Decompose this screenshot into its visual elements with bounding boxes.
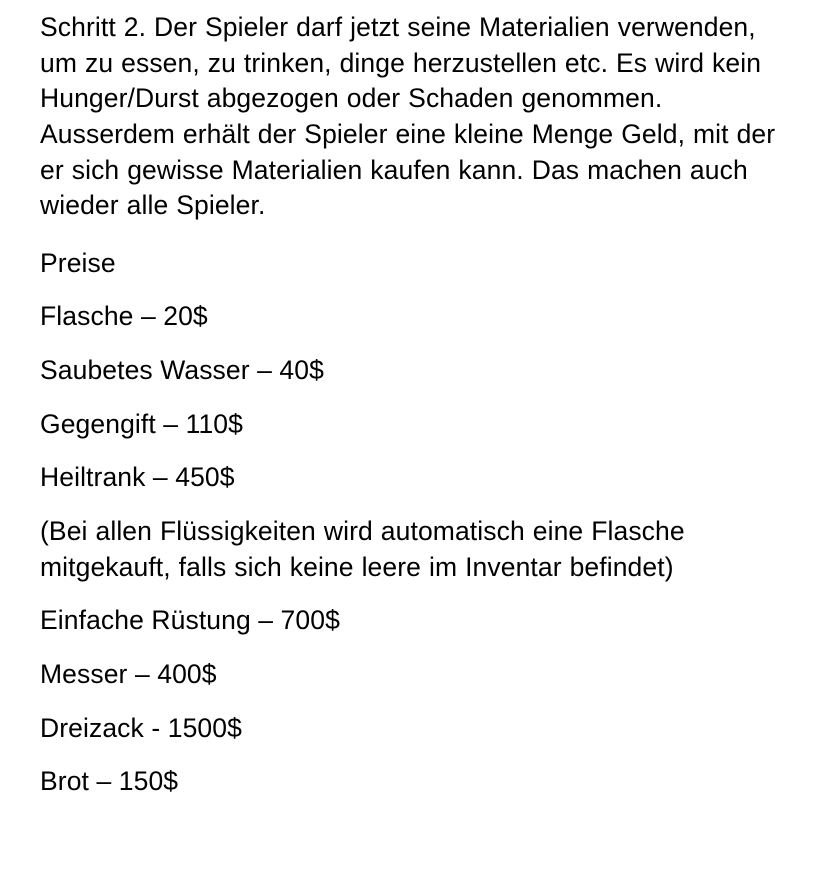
price-line-flasche: Flasche – 20$ — [40, 301, 208, 332]
intro-paragraph: Schritt 2. Der Spieler darf jetzt seine Materialien verwenden, um zu essen, zu trinken, dinge herzustellen etc. Es wird kein Hunger/Durst abgezogen oder Schaden genommen. Ausserdem erhält der Spieler eine kleine Menge Geld, mit der er sich gewisse Materialien kaufen kann. Das machen auch wieder alle Spieler. — [40, 12, 776, 221]
bottle-note: (Bei allen Flüssigkeiten wird automatisch eine Flasche mitgekauft, falls sich keine leere im Inventar befindet) — [40, 516, 685, 582]
price-line-einfache-ruestung: Einfache Rüstung – 700$ — [40, 605, 340, 636]
price-line-dreizack: Dreizack - 1500$ — [40, 712, 242, 743]
price-line-gegengift: Gegengift – 110$ — [40, 408, 243, 439]
price-line-messer: Messer – 400$ — [40, 658, 217, 689]
price-line-brot: Brot – 150$ — [40, 766, 179, 797]
price-line-sauberes-wasser: Saubetes Wasser – 40$ — [40, 355, 324, 386]
prices-heading: Preise — [40, 247, 116, 278]
price-line-heiltrank: Heiltrank – 450$ — [40, 462, 235, 493]
